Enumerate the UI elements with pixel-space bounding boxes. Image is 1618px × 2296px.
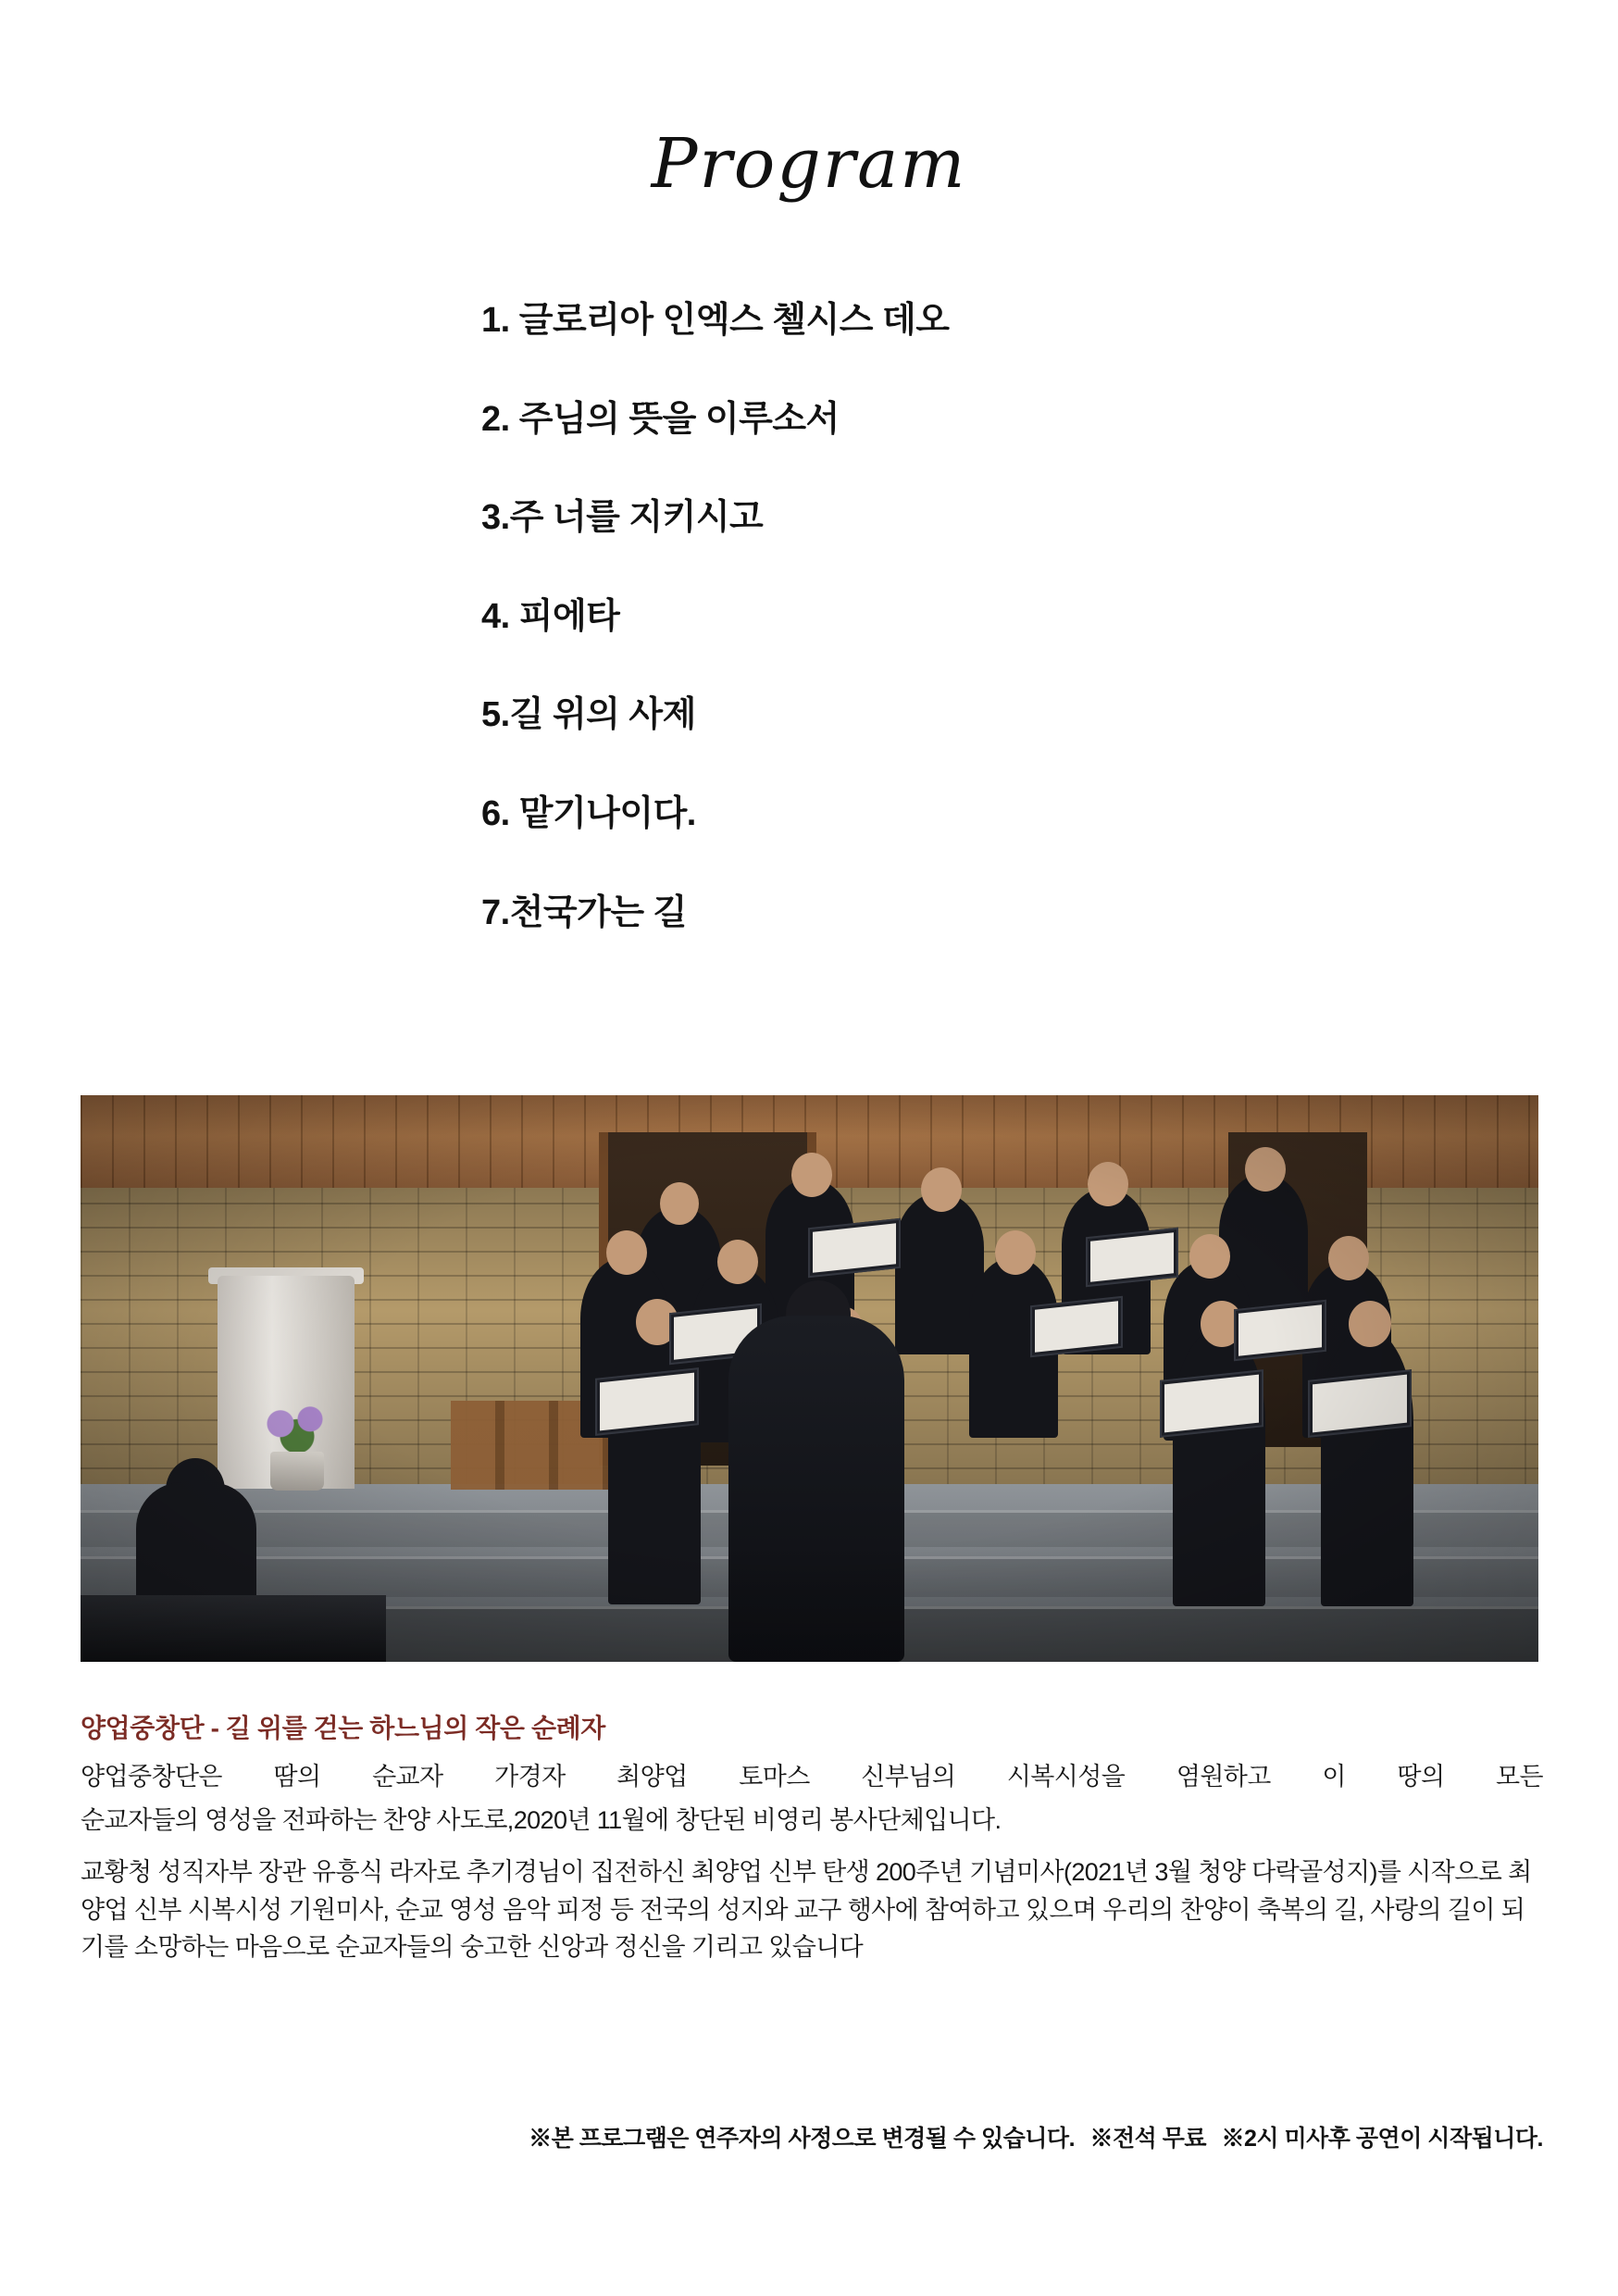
program-title: Program <box>651 124 967 204</box>
footnote-program-change: ※본 프로그램은 연주자의 사정으로 변경될 수 있습니다. <box>529 2126 1076 2152</box>
caption-block <box>81 1708 1543 1966</box>
choir-photo <box>81 1095 1538 1662</box>
footnote-start-time: ※2시 미사후 공연이 시작됩니다. <box>1221 2126 1543 2152</box>
program-item: 7.천국가는 길 <box>481 892 687 932</box>
caption-paragraph-line: 순교자들의 영성을 전파하는 찬양 사도로,2020년 11월에 창단된 비영리 봉사단체입니다. <box>81 1805 1002 1834</box>
program-item: 3.주 너를 지키시고 <box>481 498 764 538</box>
program-list <box>0 198 1618 934</box>
photo-scene <box>81 1095 1538 1662</box>
program-item: 6. 맡기나이다. <box>481 793 696 833</box>
caption-heading: 양업중창단 - 길 위를 걷는 하느님의 작은 순례자 <box>81 1714 605 1742</box>
footnote-row <box>81 2120 1543 2153</box>
program-item: 1. 글로리아 인엑스 첼시스 데오 <box>481 301 950 340</box>
program-item: 2. 주님의 뜻을 이루소서 <box>481 399 840 439</box>
caption-paragraph: 교황청 성직자부 장관 유흥식 라자로 추기경님이 집전하신 최양업 신부 탄생 200주년 기념미사(2021년 3월 청양 다락골성지)를 시작으로 최양업 신부 시복시성 기원미사, 순교 영성 음악 피정 등 전국의 성지와 교구 행사에 참여하고 있으며 우리의 찬양이 축복의 길, 사랑의 길이 되기를 소망하는 마음으로 순교자들의 숭고한 신앙과 정신을 기리고 있습니다 <box>81 1858 1532 1961</box>
caption-paragraph-line: 양업중창단은 땀의 순교자 가경자 최양업 토마스 신부님의 시복시성을 염원하고 이 땅의 모든 <box>81 1763 1543 1791</box>
footnote-free-seating: ※전석 무료 <box>1089 2126 1207 2152</box>
program-item: 5.길 위의 사제 <box>481 695 696 735</box>
photo-vignette <box>81 1095 1538 1662</box>
program-item: 4. 피에타 <box>481 596 620 636</box>
